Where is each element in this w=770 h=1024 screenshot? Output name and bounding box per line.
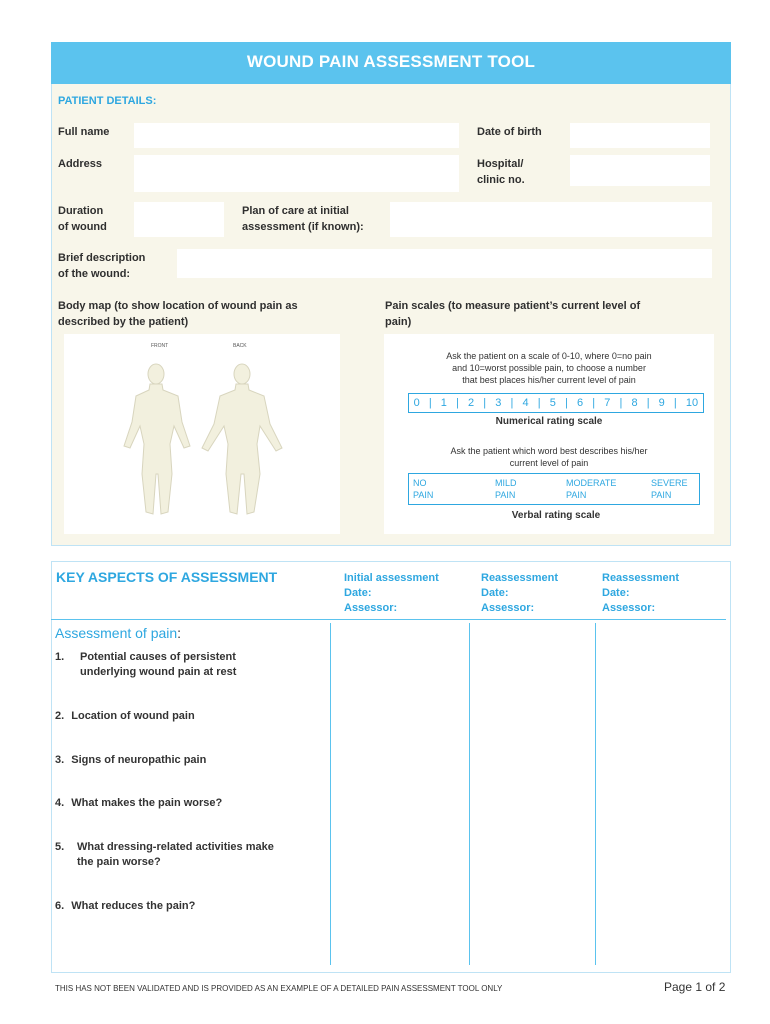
plan-label-line1: Plan of care at initial <box>242 205 349 217</box>
vrs-option-line2: PAIN <box>651 490 672 500</box>
question-number: 2. <box>55 710 65 722</box>
nrs-instruction <box>384 350 714 386</box>
nrs-value[interactable]: 10 <box>685 397 699 409</box>
back-label: BACK <box>233 343 247 349</box>
front-body <box>124 384 190 514</box>
column-header-line3: Assessor: <box>344 602 398 614</box>
plan-of-care-field[interactable] <box>390 202 712 237</box>
nrs-value[interactable]: 7 <box>604 397 611 409</box>
nrs-value[interactable]: 1 <box>440 397 447 409</box>
nrs-divider: | <box>619 397 623 409</box>
nrs-divider: | <box>564 397 568 409</box>
question-line1: Signs of neuropathic pain <box>71 754 207 766</box>
column-header-line1: Initial assessment <box>344 572 439 584</box>
nrs-divider: | <box>483 397 487 409</box>
page-title: WOUND PAIN ASSESSMENT TOOL <box>246 52 536 71</box>
nrs-instruction-line1: Ask the patient on a scale of 0-10, where 0=no pain <box>446 351 652 361</box>
dob-field[interactable] <box>570 123 710 148</box>
vrs-option-line2: PAIN <box>413 490 434 500</box>
column-header-line1: Reassessment <box>602 572 680 584</box>
question-number: 6. <box>55 900 65 912</box>
plan-label-line2: assessment (if known): <box>242 221 364 233</box>
question-number: 5. <box>55 841 65 853</box>
question-item <box>55 753 206 768</box>
brief-description-field[interactable] <box>177 249 712 278</box>
vrs-option-mild-pain[interactable] <box>495 477 517 501</box>
brief-label-line1: Brief description <box>58 252 146 264</box>
question-text <box>77 840 274 870</box>
question-number: 4. <box>55 797 65 809</box>
vrs-instruction-line2: current level of pain <box>509 458 589 468</box>
body-outline-figures <box>64 334 340 534</box>
full-name-field[interactable] <box>134 123 459 148</box>
verbal-rating-scale <box>408 473 700 505</box>
nrs-instruction-line2: and 10=worst possible pain, to choose a number <box>452 363 646 373</box>
page-number: Page 1 of 2 <box>664 980 726 994</box>
question-item <box>55 709 195 724</box>
nrs-value[interactable]: 6 <box>576 397 584 409</box>
question-line1: What dressing-related activities make <box>77 841 274 853</box>
assessment-of-pain-heading <box>55 625 181 641</box>
question-line1: Potential causes of persistent <box>80 651 236 663</box>
question-line2: the pain worse? <box>77 856 161 868</box>
question-number: 3. <box>55 754 65 766</box>
question-text <box>80 650 236 680</box>
body-map-heading-line1: Body map (to show location of wound pain as <box>58 300 298 312</box>
vrs-option-line2: PAIN <box>566 490 587 500</box>
initial-assessment-cell[interactable] <box>331 624 469 964</box>
question-line1: Location of wound pain <box>71 710 195 722</box>
vrs-option-line1: MILD <box>495 478 517 488</box>
question-item <box>55 899 195 914</box>
patient-details-label: PATIENT DETAILS: <box>58 95 157 107</box>
nrs-value[interactable]: 0 <box>413 397 420 409</box>
question-number: 1. <box>55 651 65 663</box>
question-item <box>55 840 64 855</box>
vrs-option-line1: NO <box>413 478 427 488</box>
duration-label-line1: Duration <box>58 205 104 217</box>
nrs-value[interactable]: 3 <box>495 397 502 409</box>
question-item <box>55 796 222 811</box>
vrs-option-line1: MODERATE <box>566 478 617 488</box>
column-header-reassessment-1 <box>481 571 558 616</box>
nrs-divider: | <box>537 397 541 409</box>
vrs-option-no-pain[interactable] <box>413 477 433 501</box>
duration-label-line2: of wound <box>58 221 107 233</box>
duration-field[interactable] <box>134 202 224 237</box>
vrs-instruction <box>384 445 714 469</box>
pain-scales-heading-line2: pain) <box>385 316 412 328</box>
address-field[interactable] <box>134 155 459 192</box>
dob-label: Date of birth <box>477 126 542 138</box>
nrs-caption: Numerical rating scale <box>495 416 603 427</box>
plan-of-care-label <box>242 203 364 235</box>
question-line1: What reduces the pain? <box>71 900 196 912</box>
front-head <box>148 364 164 384</box>
body-map-heading-line2: described by the patient) <box>58 316 189 328</box>
hospital-label-line2: clinic no. <box>477 174 525 186</box>
back-body <box>202 384 282 514</box>
vrs-caption: Verbal rating scale <box>511 510 601 521</box>
footer-disclaimer: THIS HAS NOT BEEN VALIDATED AND IS PROVIDED AS AN EXAMPLE OF A DETAILED PAIN ASSESSMENT TOOL ONLY <box>55 984 503 993</box>
column-header-line3: Assessor: <box>602 602 656 614</box>
body-map[interactable] <box>64 334 340 534</box>
nrs-value[interactable]: 2 <box>468 397 475 409</box>
nrs-divider: | <box>510 397 514 409</box>
column-header-line2: Date: <box>481 587 509 599</box>
hospital-label-line1: Hospital/ <box>477 158 524 170</box>
brief-label-line2: of the wound: <box>58 268 131 280</box>
full-name-label: Full name <box>58 126 110 138</box>
address-label: Address <box>58 158 103 170</box>
question-line2: underlying wound pain at rest <box>80 666 237 678</box>
assessment-of-pain-text: Assessment of pain <box>55 625 178 641</box>
nrs-divider: | <box>673 397 677 409</box>
nrs-divider: | <box>456 397 459 409</box>
nrs-divider: | <box>592 397 596 409</box>
reassessment-2-cell[interactable] <box>596 624 726 964</box>
back-head <box>234 364 250 384</box>
pain-scales-heading-line1: Pain scales (to measure patient’s current level of <box>385 300 641 312</box>
vrs-instruction-line1: Ask the patient which word best describes his/her <box>450 446 648 456</box>
column-header-line2: Date: <box>344 587 372 599</box>
question-line1: What makes the pain worse? <box>71 797 223 809</box>
column-header-reassessment-2 <box>602 571 679 616</box>
body-map-heading <box>58 298 298 330</box>
brief-description-label <box>58 250 145 282</box>
vrs-option-moderate-pain[interactable] <box>566 477 616 501</box>
nrs-value[interactable]: 4 <box>522 397 529 409</box>
column-header-line2: Date: <box>602 587 630 599</box>
nrs-value[interactable]: 5 <box>549 397 556 409</box>
vrs-option-line1: SEVERE <box>651 478 688 488</box>
pain-scales-heading <box>385 298 640 330</box>
key-aspects-title: KEY ASPECTS OF ASSESSMENT <box>56 569 278 585</box>
vrs-option-line2: PAIN <box>495 490 516 500</box>
nrs-divider: | <box>646 397 650 409</box>
question-item <box>55 650 64 665</box>
header-divider <box>51 619 726 620</box>
front-label: FRONT <box>151 343 169 349</box>
column-header-line3: Assessor: <box>481 602 535 614</box>
duration-label <box>58 203 107 235</box>
vrs-option-severe-pain[interactable] <box>651 477 688 501</box>
column-header-line1: Reassessment <box>481 572 559 584</box>
reassessment-1-cell[interactable] <box>470 624 595 964</box>
hospital-label <box>477 156 525 188</box>
column-header-initial <box>344 571 439 616</box>
nrs-value[interactable]: 9 <box>658 397 665 409</box>
hospital-field[interactable] <box>570 155 710 186</box>
assessment-of-pain-colon: : <box>177 625 182 641</box>
numerical-rating-scale <box>408 393 704 413</box>
nrs-divider: | <box>428 397 432 409</box>
nrs-value[interactable]: 8 <box>631 397 638 409</box>
nrs-instruction-line3: that best places his/her current level of pain <box>462 375 636 385</box>
